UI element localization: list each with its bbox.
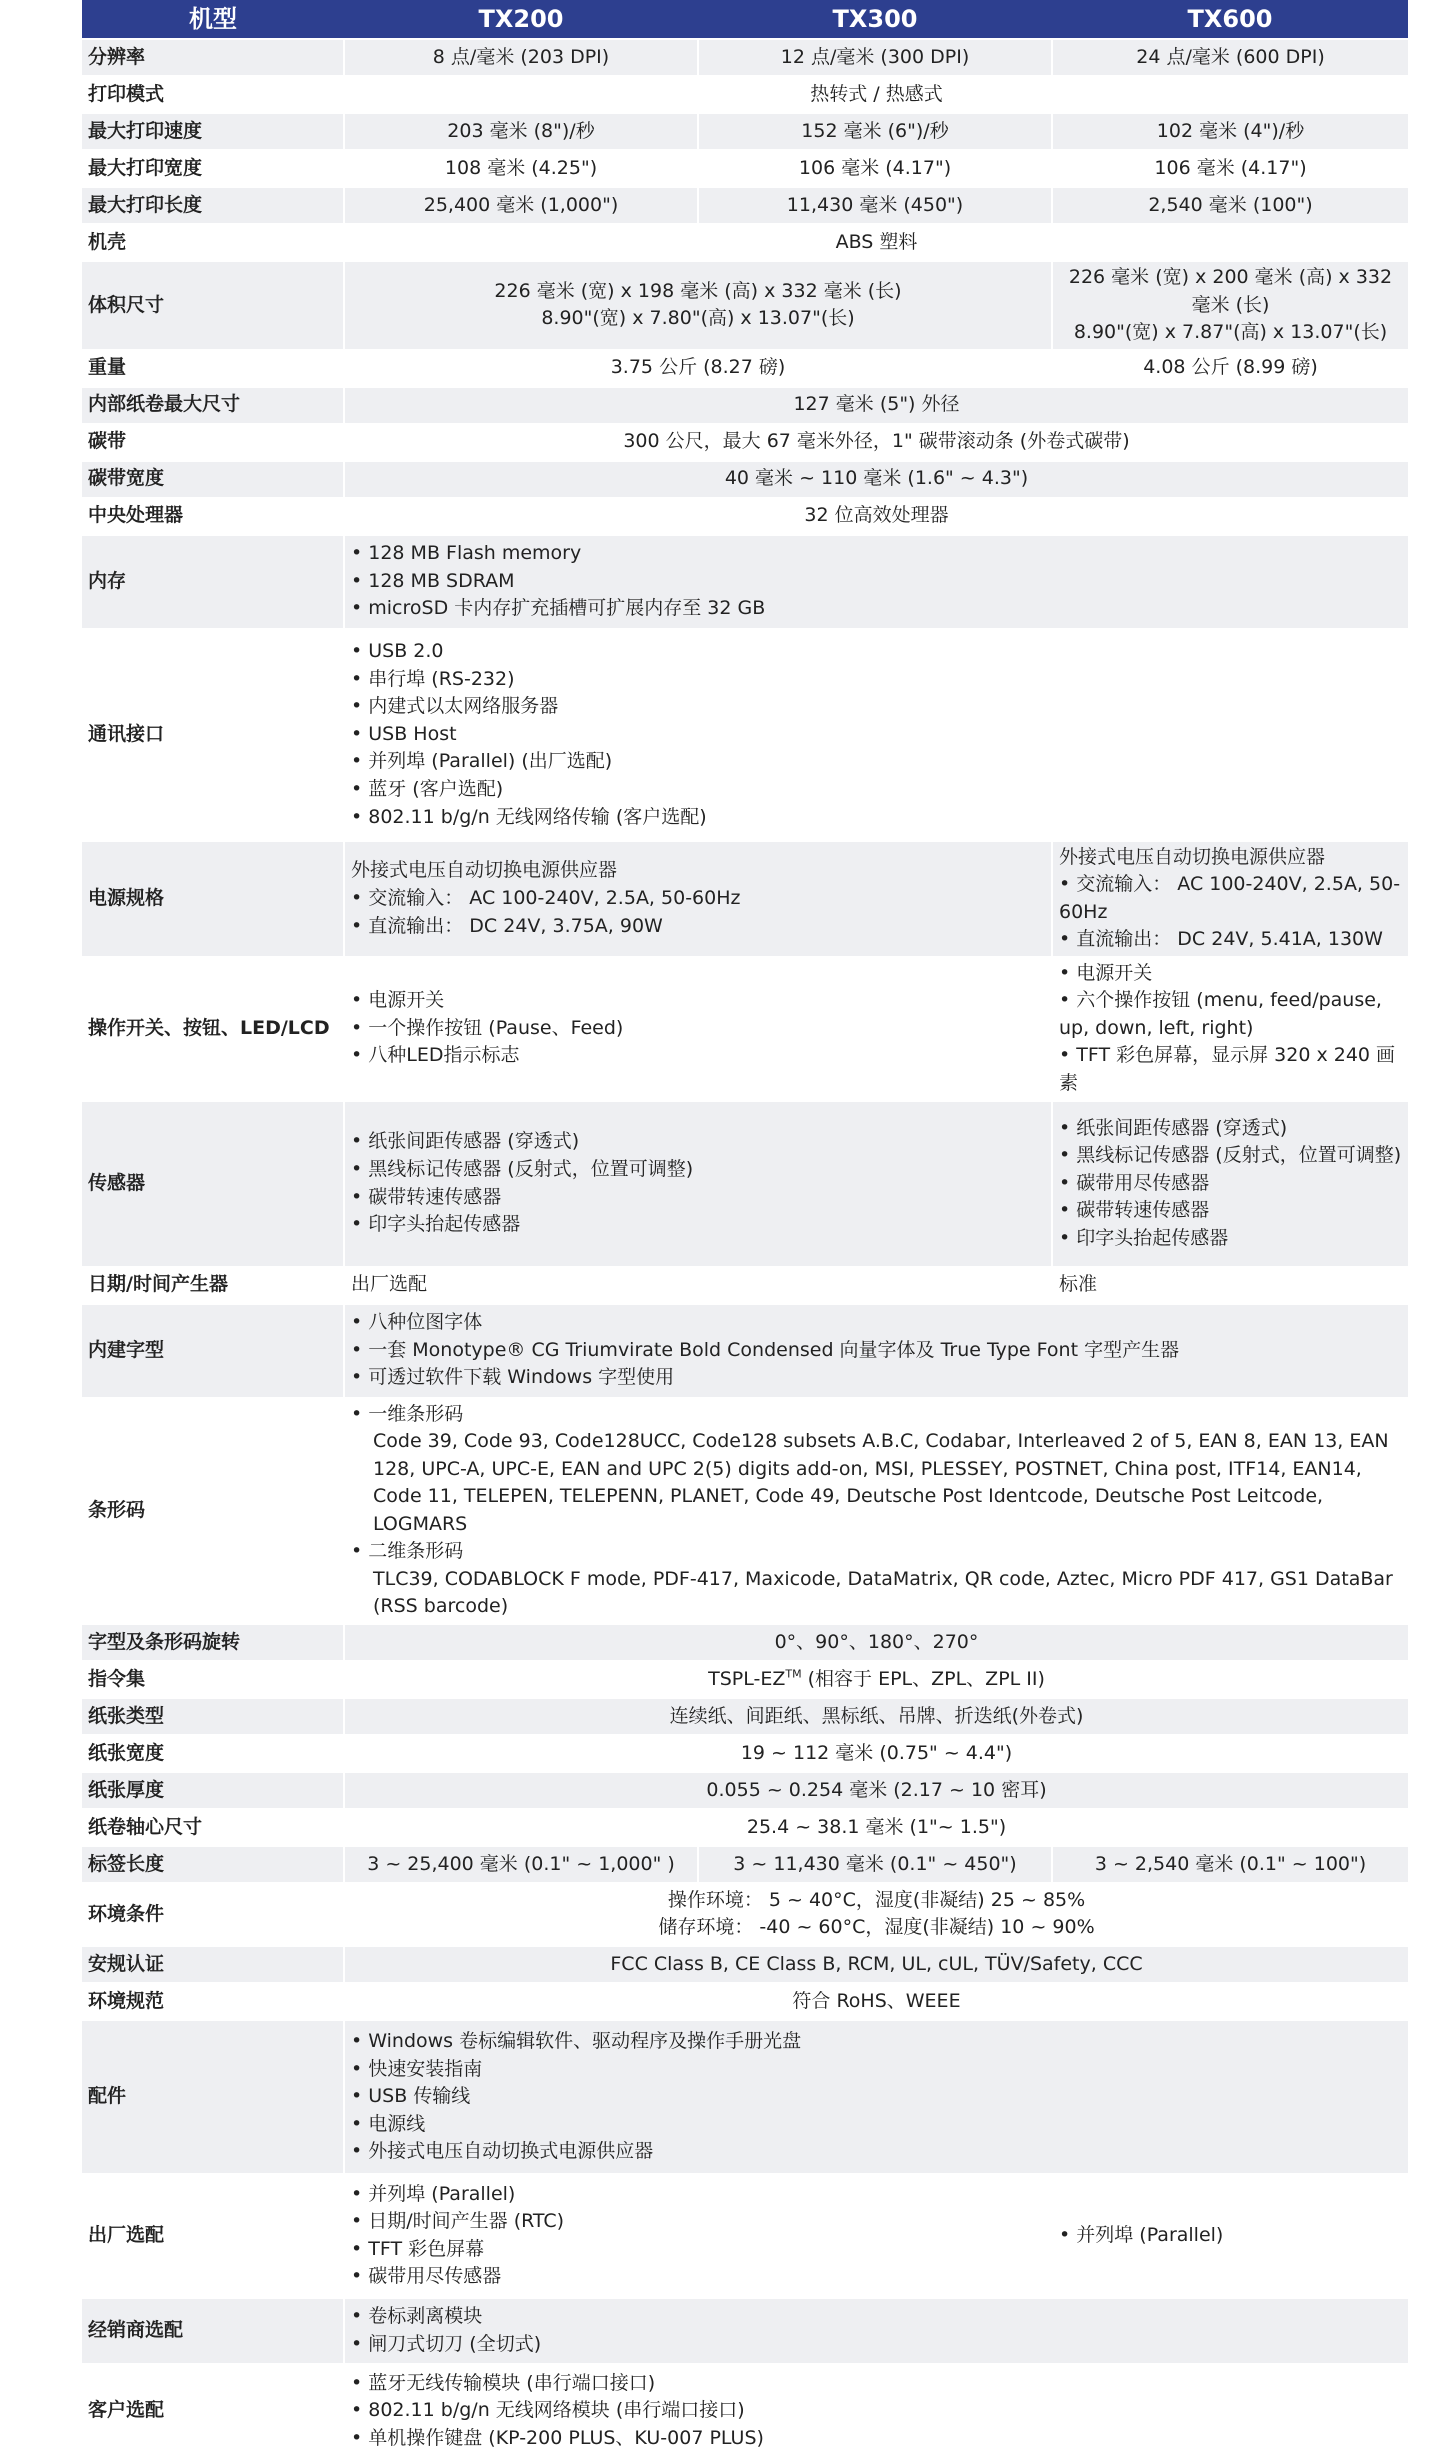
row-label: 环境规范 [82, 1983, 344, 2020]
row-label: 机壳 [82, 224, 344, 261]
sensors-tx600 [1052, 1101, 1408, 1267]
row-command-set [82, 1661, 1408, 1698]
list-item: • 128 MB SDRAM [351, 568, 1402, 596]
power-title: 外接式电压自动切换电源供应器 [1059, 845, 1326, 868]
memory-value [344, 535, 1408, 629]
list-item: • 交流输入： AC 100-240V, 2.5A, 50-60Hz [1059, 871, 1402, 926]
rotation-value: 0°、90°、180°、270° [344, 1624, 1408, 1661]
roll-size-value: 127 毫米 (5") 外径 [344, 387, 1408, 424]
power-list [351, 885, 1045, 940]
list-item: • 并列埠 (Parallel) [351, 2181, 1045, 2209]
list-item [351, 1401, 1402, 1539]
list-item: • 碳带转速传感器 [1059, 1197, 1402, 1225]
row-ribbon [82, 424, 1408, 461]
ribbon-width-value: 40 毫米 ~ 110 毫米 (1.6" ~ 4.3") [344, 461, 1408, 498]
row-label: 经销商选配 [82, 2298, 344, 2364]
environment-operating: 操作环境： 5 ~ 40°C，湿度(非凝结) 25 ~ 85% [667, 1888, 1086, 1911]
ribbon-value: 300 公尺，最大 67 毫米外径，1" 碳带滚动条 (外卷式碳带) [344, 424, 1408, 461]
row-max-width [82, 150, 1408, 187]
row-label: 最大打印速度 [82, 113, 344, 150]
header-tx600: TX600 [1052, 0, 1408, 39]
interface-list [351, 638, 1402, 831]
sensors-list [351, 1128, 1045, 1238]
environmental-value: 符合 RoHS、WEEE [344, 1983, 1408, 2020]
user-options-list [351, 2370, 1402, 2453]
list-item: • 电源开关 [1059, 960, 1402, 988]
list-item: • 印字头抬起传感器 [1059, 1225, 1402, 1253]
max-length-tx200: 25,400 毫米 (1,000") [344, 187, 698, 224]
barcode-1d-title: 一维条形码 [368, 1402, 464, 1425]
list-item: • 蓝牙无线传输模块 (串行端口接口) [351, 2370, 1402, 2398]
row-max-length [82, 187, 1408, 224]
sensors-tx200-tx300 [344, 1101, 1052, 1267]
row-label: 操作开关、按钮、LED/LCD [82, 957, 344, 1101]
media-width-value: 19 ~ 112 毫米 (0.75" ~ 4.4") [344, 1735, 1408, 1772]
row-label: 体积尺寸 [82, 261, 344, 350]
row-memory [82, 535, 1408, 629]
row-label: 纸张类型 [82, 1698, 344, 1735]
list-item: • USB 传输线 [351, 2083, 1402, 2111]
row-cpu [82, 498, 1408, 535]
spec-table [82, 0, 1408, 2459]
max-speed-tx600: 102 毫米 (4")/秒 [1052, 113, 1408, 150]
resolution-tx200: 8 点/毫米 (203 DPI) [344, 39, 698, 76]
list-item: • USB Host [351, 721, 1402, 749]
cpu-value: 32 位高效处理器 [344, 498, 1408, 535]
header-tx200: TX200 [344, 0, 698, 39]
dealer-options-value [344, 2298, 1408, 2364]
row-label: 日期/时间产生器 [82, 1267, 344, 1304]
dimensions-metric: 226 毫米 (宽) x 198 毫米 (高) x 332 毫米 (长) [494, 279, 902, 302]
controls-tx600 [1052, 957, 1408, 1101]
list-item: • 纸张间距传感器 (穿透式) [351, 1128, 1045, 1156]
row-label: 通讯接口 [82, 629, 344, 841]
factory-options-tx200-tx300 [344, 2174, 1052, 2298]
dimensions-tx200-tx300 [344, 261, 1052, 350]
barcode-2d-title: 二维条形码 [368, 1540, 464, 1563]
user-options-value [344, 2364, 1408, 2458]
row-label-length [82, 1846, 1408, 1883]
row-factory-options [82, 2174, 1408, 2298]
row-label: 重量 [82, 350, 344, 387]
row-label: 内建字型 [82, 1304, 344, 1398]
row-casing [82, 224, 1408, 261]
list-item: • 印字头抬起传感器 [351, 1211, 1045, 1239]
dimensions-imperial: 8.90"(宽) x 7.87"(高) x 13.07"(长) [1073, 321, 1388, 344]
row-media-type [82, 1698, 1408, 1735]
environment-value [344, 1883, 1408, 1946]
header-model: 机型 [82, 0, 344, 39]
row-label: 安规认证 [82, 1946, 344, 1983]
list-item: • 闸刀式切刀 (全切式) [351, 2331, 1402, 2359]
list-item: • 一个操作按钮 (Pause、Feed) [351, 1015, 1045, 1043]
max-length-tx600: 2,540 毫米 (100") [1052, 187, 1408, 224]
row-ribbon-width [82, 461, 1408, 498]
row-fonts [82, 1304, 1408, 1398]
media-type-value: 连续纸、间距纸、黑标纸、吊牌、折迭纸(外卷式) [344, 1698, 1408, 1735]
list-item: • 外接式电压自动切换式电源供应器 [351, 2138, 1402, 2166]
max-width-tx600: 106 毫米 (4.17") [1052, 150, 1408, 187]
power-list [1059, 871, 1402, 954]
row-environmental [82, 1983, 1408, 2020]
list-item: • 黑线标记传感器 (反射式，位置可调整) [1059, 1142, 1402, 1170]
list-item: • 碳带转速传感器 [351, 1184, 1045, 1212]
row-label: 中央处理器 [82, 498, 344, 535]
list-item: • 802.11 b/g/n 无线网络模块 (串行端口接口) [351, 2397, 1402, 2425]
row-accessories [82, 2020, 1408, 2174]
command-set-value [344, 1661, 1408, 1698]
row-label: 内存 [82, 535, 344, 629]
list-item: • 直流输出： DC 24V, 3.75A, 90W [351, 913, 1045, 941]
rtc-tx600: 标准 [1052, 1267, 1408, 1304]
barcodes-value [344, 1398, 1408, 1624]
row-label: 分辨率 [82, 39, 344, 76]
row-rotation [82, 1624, 1408, 1661]
dimensions-metric: 226 毫米 (宽) x 200 毫米 (高) x 332 毫米 (长) [1068, 266, 1393, 316]
row-print-mode [82, 76, 1408, 113]
list-item: • 快速安装指南 [351, 2056, 1402, 2084]
list-item: • TFT 彩色屏幕 [351, 2236, 1045, 2264]
row-label: 碳带 [82, 424, 344, 461]
interface-value [344, 629, 1408, 841]
max-width-tx300: 106 毫米 (4.17") [698, 150, 1052, 187]
row-barcodes [82, 1398, 1408, 1624]
media-thickness-value: 0.055 ~ 0.254 毫米 (2.17 ~ 10 密耳) [344, 1772, 1408, 1809]
resolution-tx300: 12 点/毫米 (300 DPI) [698, 39, 1052, 76]
max-speed-tx200: 203 毫米 (8")/秒 [344, 113, 698, 150]
max-length-tx300: 11,430 毫米 (450") [698, 187, 1052, 224]
row-rtc [82, 1267, 1408, 1304]
list-item: • 电源开关 [351, 987, 1045, 1015]
list-item: • 卷标剥离模块 [351, 2303, 1402, 2331]
list-item: • 碳带用尽传感器 [351, 2263, 1045, 2291]
label-length-tx600: 3 ~ 2,540 毫米 (0.1" ~ 100") [1052, 1846, 1408, 1883]
rtc-tx200-tx300: 出厂选配 [344, 1267, 1052, 1304]
list-item: • 并列埠 (Parallel) (出厂选配) [351, 748, 1402, 776]
factory-options-list [1059, 2222, 1402, 2250]
trademark-mark: TM [785, 1667, 802, 1681]
max-speed-tx300: 152 毫米 (6")/秒 [698, 113, 1052, 150]
list-item: • 单机操作键盘 (KP-200 PLUS、KU-007 PLUS) [351, 2425, 1402, 2453]
row-dealer-options [82, 2298, 1408, 2364]
row-label: 条形码 [82, 1398, 344, 1624]
list-item: • 电源线 [351, 2111, 1402, 2139]
list-item: • 八种位图字体 [351, 1309, 1402, 1337]
list-item: • 八种LED指示标志 [351, 1042, 1045, 1070]
dimensions-tx600 [1052, 261, 1408, 350]
sensors-list [1059, 1115, 1402, 1253]
row-label: 打印模式 [82, 76, 344, 113]
row-user-options [82, 2364, 1408, 2458]
row-label: 指令集 [82, 1661, 344, 1698]
row-label: 电源规格 [82, 841, 344, 957]
row-controls [82, 957, 1408, 1101]
spec-sheet [82, 0, 1408, 2459]
row-label: 内部纸卷最大尺寸 [82, 387, 344, 424]
list-item: • USB 2.0 [351, 638, 1402, 666]
list-item: • microSD 卡内存扩充插槽可扩展内存至 32 GB [351, 595, 1402, 623]
controls-list [1059, 960, 1402, 1098]
accessories-value [344, 2020, 1408, 2174]
weight-tx600: 4.08 公斤 (8.99 磅) [1052, 350, 1408, 387]
row-media-thickness [82, 1772, 1408, 1809]
memory-list [351, 540, 1402, 623]
label-length-tx200: 3 ~ 25,400 毫米 (0.1" ~ 1,000" ) [344, 1846, 698, 1883]
controls-tx200-tx300 [344, 957, 1052, 1101]
list-item: • 黑线标记传感器 (反射式，位置可调整) [351, 1156, 1045, 1184]
row-label: 配件 [82, 2020, 344, 2174]
list-item: • 可透过软件下载 Windows 字型使用 [351, 1364, 1402, 1392]
list-item: • 碳带用尽传感器 [1059, 1170, 1402, 1198]
list-item: • 六个操作按钮 (menu, feed/pause, up, down, left, right) [1059, 987, 1402, 1042]
header-row [82, 0, 1408, 39]
fonts-value [344, 1304, 1408, 1398]
list-item: • TFT 彩色屏幕，显示屏 320 x 240 画素 [1059, 1042, 1402, 1097]
row-label: 最大打印宽度 [82, 150, 344, 187]
power-title: 外接式电压自动切换电源供应器 [351, 859, 618, 882]
list-item: • 内建式以太网络服务器 [351, 693, 1402, 721]
row-resolution [82, 39, 1408, 76]
row-label: 环境条件 [82, 1883, 344, 1946]
row-label: 纸张宽度 [82, 1735, 344, 1772]
row-label: 出厂选配 [82, 2174, 344, 2298]
row-label: 最大打印长度 [82, 187, 344, 224]
list-item [351, 1538, 1402, 1621]
weight-tx200-tx300: 3.75 公斤 (8.27 磅) [344, 350, 1052, 387]
list-item: • 128 MB Flash memory [351, 540, 1402, 568]
controls-list [351, 987, 1045, 1070]
row-label: 客户选配 [82, 2364, 344, 2458]
dealer-options-list [351, 2303, 1402, 2358]
row-label: 字型及条形码旋转 [82, 1624, 344, 1661]
row-label: 标签长度 [82, 1846, 344, 1883]
barcodes-list [351, 1401, 1402, 1621]
factory-options-list [351, 2181, 1045, 2291]
environment-storage: 储存环境： -40 ~ 60°C，湿度(非凝结) 10 ~ 90% [658, 1916, 1095, 1939]
row-label: 纸卷轴心尺寸 [82, 1809, 344, 1846]
safety-value: FCC Class B, CE Class B, RCM, UL, cUL, TÜV/Safety, CCC [344, 1946, 1408, 1983]
row-core-size [82, 1809, 1408, 1846]
header-tx300: TX300 [698, 0, 1052, 39]
list-item: • 直流输出： DC 24V, 5.41A, 130W [1059, 926, 1402, 954]
row-media-width [82, 1735, 1408, 1772]
row-interface [82, 629, 1408, 841]
max-width-tx200: 108 毫米 (4.25") [344, 150, 698, 187]
row-max-speed [82, 113, 1408, 150]
list-item: • 纸张间距传感器 (穿透式) [1059, 1115, 1402, 1143]
print-mode-value: 热转式 / 热感式 [344, 76, 1408, 113]
resolution-tx600: 24 点/毫米 (600 DPI) [1052, 39, 1408, 76]
label-length-tx300: 3 ~ 11,430 毫米 (0.1" ~ 450") [698, 1846, 1052, 1883]
command-set-compat: (相容于 EPL、ZPL、ZPL II) [801, 1667, 1045, 1690]
row-label: 碳带宽度 [82, 461, 344, 498]
list-item: • 日期/时间产生器 (RTC) [351, 2208, 1045, 2236]
list-item: • 交流输入： AC 100-240V, 2.5A, 50-60Hz [351, 885, 1045, 913]
list-item: • 蓝牙 (客户选配) [351, 776, 1402, 804]
barcode-1d-text: Code 39, Code 93, Code128UCC, Code128 subsets A.B.C, Codabar, Interleaved 2 of 5, EAN 8, EAN 13, EAN 128, UPC-A, UPC-E, EAN and UPC 2(5) digits add-on, MSI, PLESSEY, POSTNET, China post, ITF14, EAN14, Code 11, TELEPEN, TELEPENN, PLANET, Code 49, Deutsche Post Identcode, Deutsche Post Leitcode, LOGMARS [373, 1430, 1389, 1535]
fonts-list [351, 1309, 1402, 1392]
barcode-2d-text: TLC39, CODABLOCK F mode, PDF-417, Maxicode, DataMatrix, QR code, Aztec, Micro PDF 417, GS1 DataBar (RSS barcode) [373, 1567, 1393, 1618]
list-item: • 一套 Monotype® CG Triumvirate Bold Condensed 向量字体及 True Type Font 字型产生器 [351, 1337, 1402, 1365]
row-sensors [82, 1101, 1408, 1267]
row-dimensions [82, 261, 1408, 350]
row-roll-size [82, 387, 1408, 424]
command-set-name: TSPL-EZ [708, 1667, 786, 1690]
list-item: • 串行埠 (RS-232) [351, 666, 1402, 694]
row-environment [82, 1883, 1408, 1946]
factory-options-tx600 [1052, 2174, 1408, 2298]
list-item: • 802.11 b/g/n 无线网络传输 (客户选配) [351, 804, 1402, 832]
dimensions-imperial: 8.90"(宽) x 7.80"(高) x 13.07"(长) [541, 307, 855, 330]
casing-value: ABS 塑料 [344, 224, 1408, 261]
row-label: 纸张厚度 [82, 1772, 344, 1809]
accessories-list [351, 2028, 1402, 2166]
list-item: • 并列埠 (Parallel) [1059, 2222, 1402, 2250]
power-tx600 [1052, 841, 1408, 957]
row-label: 传感器 [82, 1101, 344, 1267]
row-weight [82, 350, 1408, 387]
list-item: • Windows 卷标编辑软件、驱动程序及操作手册光盘 [351, 2028, 1402, 2056]
core-size-value: 25.4 ~ 38.1 毫米 (1"~ 1.5") [344, 1809, 1408, 1846]
power-tx200-tx300 [344, 841, 1052, 957]
row-power [82, 841, 1408, 957]
row-safety [82, 1946, 1408, 1983]
